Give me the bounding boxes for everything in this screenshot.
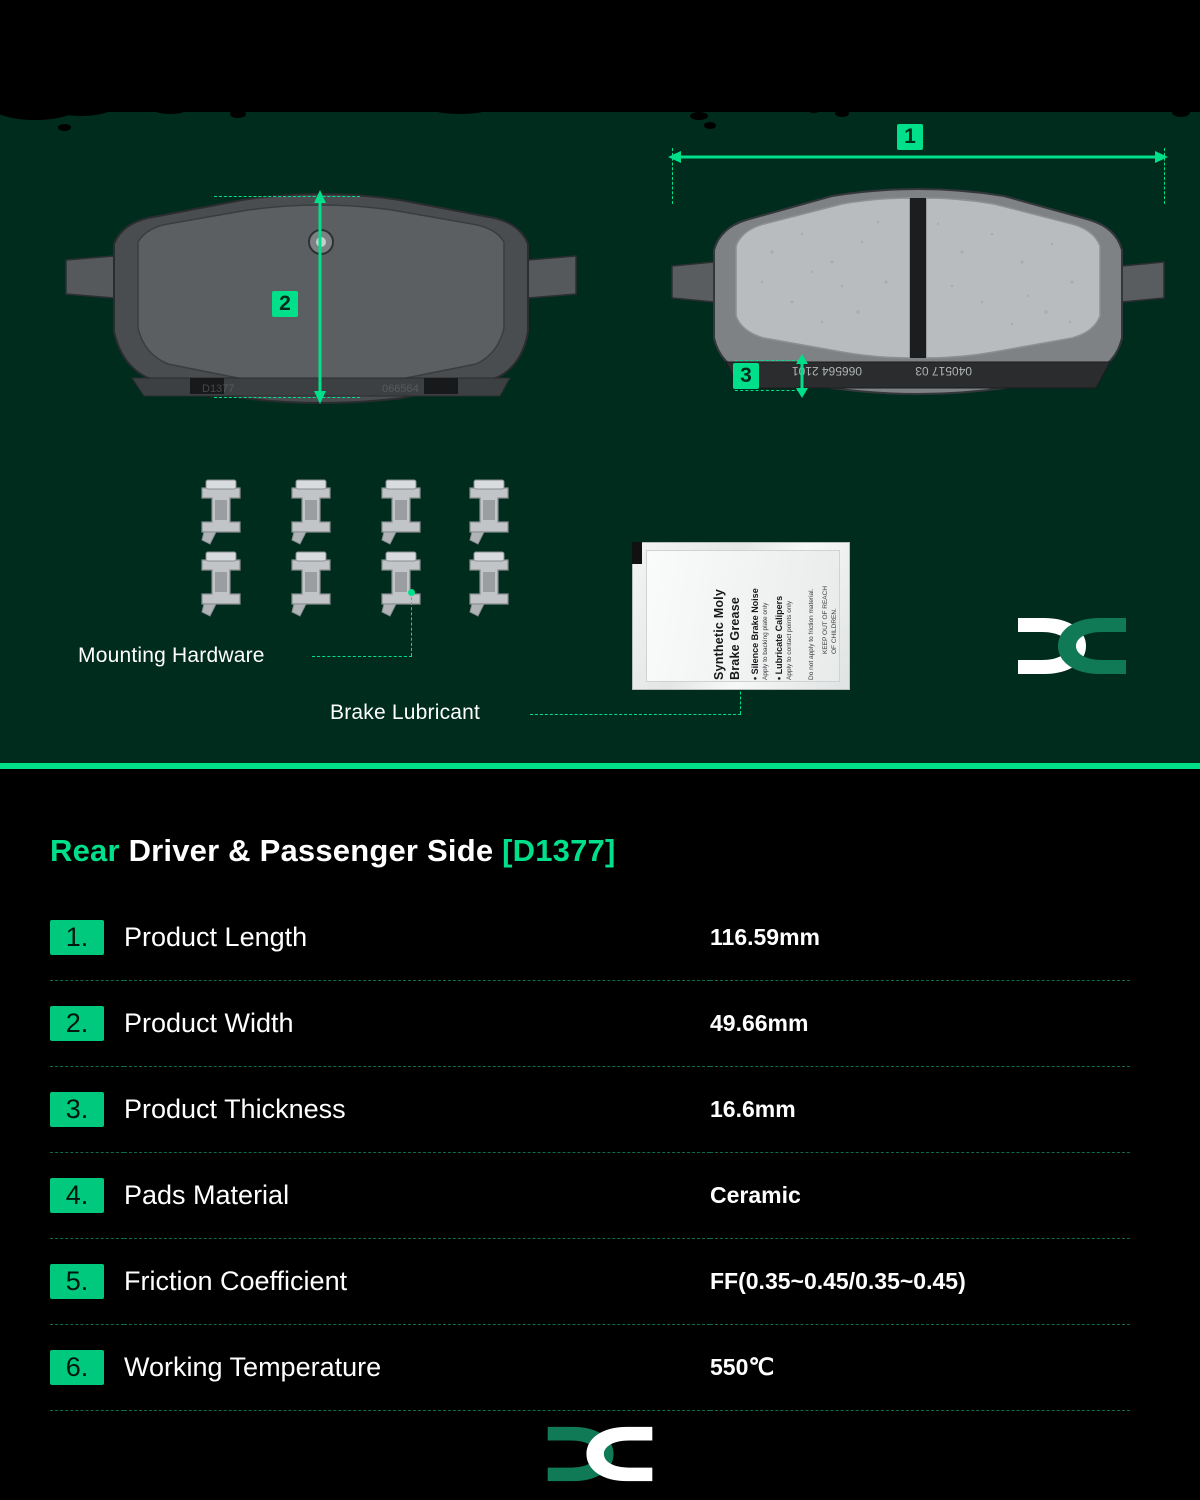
row-number-badge: 4. [50, 1178, 104, 1213]
spec-panel [0, 769, 1200, 1500]
row-value: 550℃ [710, 1325, 1130, 1411]
width-guide-top [214, 196, 360, 197]
row-value: Ceramic [710, 1153, 1130, 1239]
row-number-cell [50, 981, 124, 1067]
title-accent: Rear [50, 833, 120, 868]
row-label: Friction Coefficient [124, 1239, 710, 1325]
row-number-cell [50, 1153, 124, 1239]
row-number-badge: 5. [50, 1264, 104, 1299]
row-number-cell [50, 1325, 124, 1411]
table-row [50, 895, 1130, 981]
svg-text:D1377: D1377 [202, 383, 235, 395]
row-label: Product Width [124, 981, 710, 1067]
torn-edge-decoration [0, 96, 1200, 130]
callout-chip-1: 1 [897, 124, 923, 150]
row-value: 116.59mm [710, 895, 1130, 981]
row-number-cell [50, 1067, 124, 1153]
width-guide-bottom [214, 397, 360, 398]
callout-chip-2: 2 [272, 291, 298, 317]
row-value: FF(0.35~0.45/0.35~0.45) [710, 1239, 1130, 1325]
packet-warning-3: OF CHILDREN. [831, 608, 838, 654]
page-title [50, 833, 616, 869]
row-number-cell [50, 1239, 124, 1325]
speck [1172, 108, 1190, 117]
table-row [50, 1239, 1130, 1325]
row-number-badge: 6. [50, 1350, 104, 1385]
length-dimension-arrow [668, 148, 1168, 166]
row-value: 16.6mm [710, 1067, 1130, 1153]
packet-tear-notch [632, 542, 642, 564]
row-number-badge: 1. [50, 920, 104, 955]
speck [704, 122, 716, 129]
packet-warning-1: Do not apply to friction material. [808, 588, 815, 680]
title-code: [D1377] [502, 833, 616, 868]
packet-title-line1: Synthetic Moly [712, 588, 726, 680]
row-label: Product Thickness [124, 1067, 710, 1153]
title-main: Driver & Passenger Side [128, 833, 494, 868]
row-number-badge: 2. [50, 1006, 104, 1041]
mounting-hardware-anchor-dot [408, 589, 415, 596]
svg-text:066564: 066564 [382, 383, 419, 395]
packet-bullet-1-note: Apply to backing plate only [762, 602, 769, 680]
mounting-hardware-clips [196, 478, 556, 618]
table-row [50, 1153, 1130, 1239]
mounting-hardware-leader [312, 656, 412, 657]
grease-packet [632, 542, 850, 690]
row-label: Pads Material [124, 1153, 710, 1239]
brand-logo-hero [1012, 614, 1132, 678]
speck [806, 104, 822, 113]
svg-text:040517 03: 040517 03 [915, 364, 972, 378]
packet-bullet-2-note: Apply to contact points only [786, 600, 793, 680]
row-number-cell [50, 895, 124, 981]
row-label: Working Temperature [124, 1325, 710, 1411]
mounting-hardware-leader-vertical [411, 592, 412, 656]
packet-bullet-1: • Silence Brake Noise [750, 588, 760, 680]
thickness-dimension-arrow [795, 354, 809, 398]
svg-text:066564 2101: 066564 2101 [791, 364, 862, 378]
speck [58, 124, 71, 131]
brake-lubricant-leader [530, 714, 741, 715]
table-row [50, 981, 1130, 1067]
table-row [50, 1325, 1130, 1411]
row-number-badge: 3. [50, 1092, 104, 1127]
packet-warning-2: KEEP OUT OF REACH [822, 585, 829, 654]
table-row [50, 1067, 1130, 1153]
mounting-hardware-label: Mounting Hardware [78, 644, 265, 667]
packet-title-line2: Brake Grease [728, 596, 742, 680]
spec-table [50, 895, 1130, 1411]
width-dimension-arrow [312, 190, 328, 404]
row-label: Product Length [124, 895, 710, 981]
brand-logo-footer [540, 1423, 660, 1485]
row-value: 49.66mm [710, 981, 1130, 1067]
callout-chip-3: 3 [733, 363, 759, 389]
brake-lubricant-label: Brake Lubricant [330, 701, 481, 724]
packet-bullet-2: • Lubricate Calipers [774, 595, 784, 680]
